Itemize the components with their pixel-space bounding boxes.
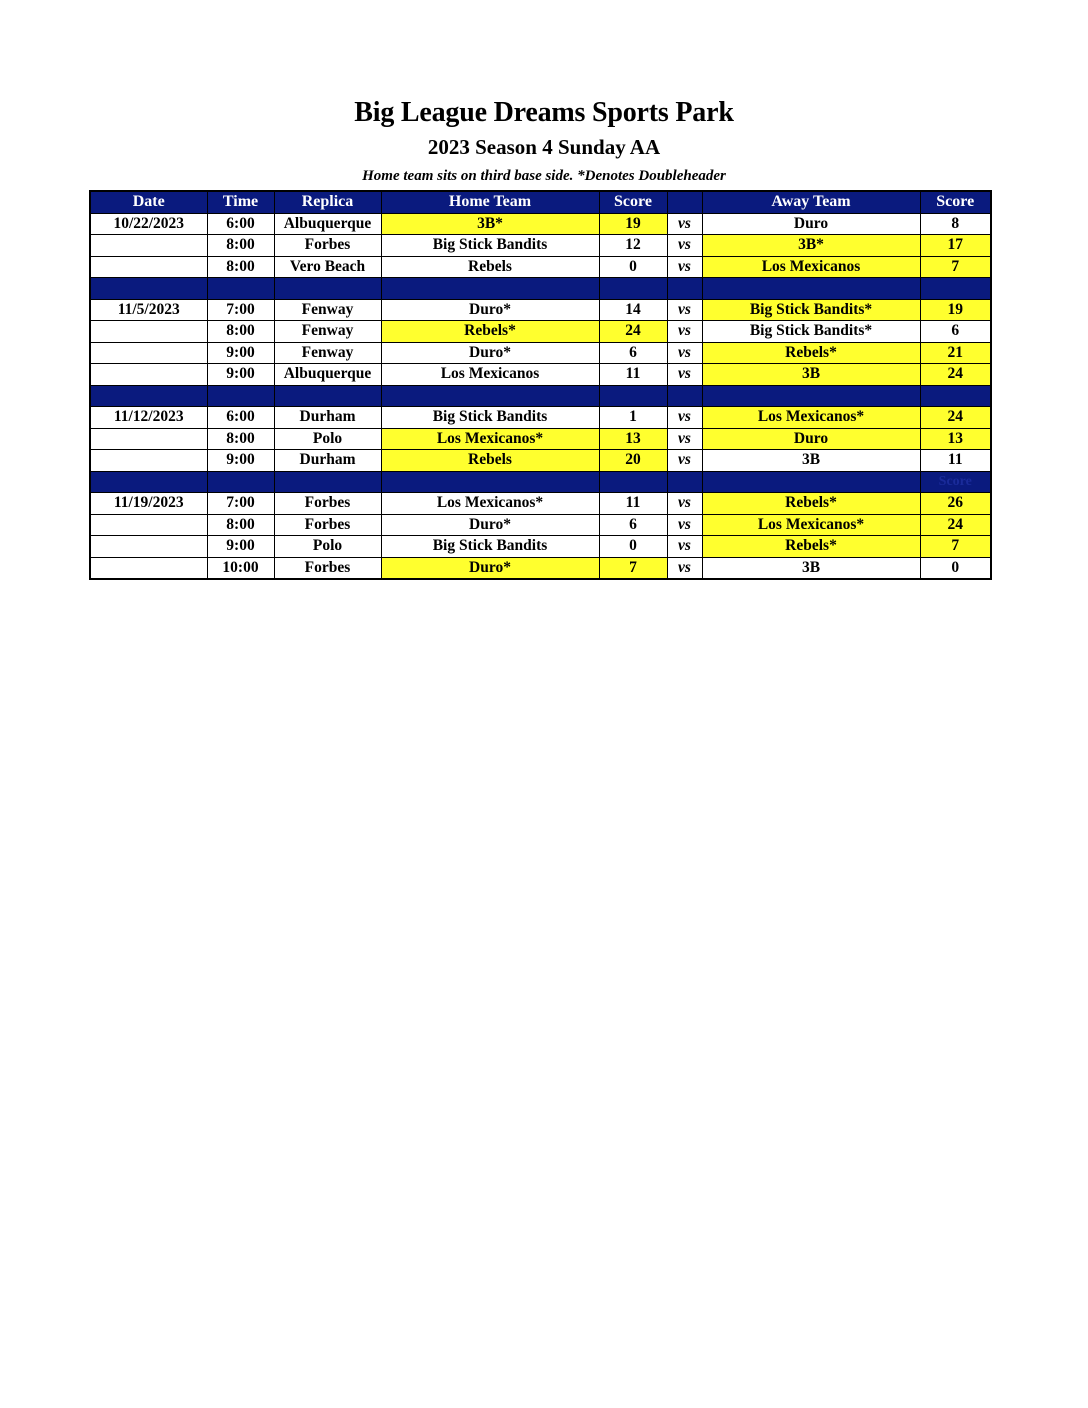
separator-cell — [381, 278, 599, 300]
home-team: Los Mexicanos* — [381, 428, 599, 450]
away-score: 26 — [920, 493, 991, 515]
home-score: 0 — [599, 256, 667, 278]
game-time: 7:00 — [207, 493, 274, 515]
game-field: Albuquerque — [274, 364, 381, 386]
away-score: 21 — [920, 342, 991, 364]
away-score: 24 — [920, 407, 991, 429]
schedule-body — [90, 213, 991, 579]
away-team: Duro — [702, 213, 920, 235]
game-row — [90, 342, 991, 364]
game-time: 8:00 — [207, 514, 274, 536]
away-score: 24 — [920, 364, 991, 386]
game-row — [90, 407, 991, 429]
away-score: 6 — [920, 321, 991, 343]
away-team: Los Mexicanos — [702, 256, 920, 278]
vs-label: vs — [667, 256, 702, 278]
game-date — [90, 364, 207, 386]
home-score: 12 — [599, 235, 667, 257]
vs-label: vs — [667, 428, 702, 450]
away-team: Big Stick Bandits* — [702, 299, 920, 321]
away-team: Big Stick Bandits* — [702, 321, 920, 343]
home-score: 19 — [599, 213, 667, 235]
home-team: Big Stick Bandits — [381, 235, 599, 257]
game-date — [90, 342, 207, 364]
home-score: 13 — [599, 428, 667, 450]
away-score: 24 — [920, 514, 991, 536]
game-field: Forbes — [274, 514, 381, 536]
home-team: Rebels — [381, 450, 599, 472]
game-time: 8:00 — [207, 428, 274, 450]
game-field: Polo — [274, 428, 381, 450]
game-row — [90, 321, 991, 343]
home-team: Los Mexicanos — [381, 364, 599, 386]
separator-row — [90, 385, 991, 407]
game-date — [90, 450, 207, 472]
game-row — [90, 235, 991, 257]
game-field: Forbes — [274, 557, 381, 579]
home-team: Los Mexicanos* — [381, 493, 599, 515]
home-score: 0 — [599, 536, 667, 558]
page-subtitle: 2023 Season 4 Sunday AA — [427, 135, 661, 159]
away-team: Rebels* — [702, 493, 920, 515]
game-date — [90, 256, 207, 278]
game-time: 9:00 — [207, 342, 274, 364]
separator-cell — [274, 385, 381, 407]
game-time: 8:00 — [207, 256, 274, 278]
vs-label: vs — [667, 514, 702, 536]
home-score: 6 — [599, 342, 667, 364]
game-row — [90, 256, 991, 278]
home-team: Big Stick Bandits — [381, 536, 599, 558]
home-score: 11 — [599, 364, 667, 386]
col-header-date: Date — [90, 191, 207, 213]
separator-cell — [599, 385, 667, 407]
game-time: 6:00 — [207, 407, 274, 429]
game-date — [90, 321, 207, 343]
schedule-table — [89, 190, 992, 580]
home-team: Big Stick Bandits — [381, 407, 599, 429]
game-date: 11/19/2023 — [90, 493, 207, 515]
vs-label: vs — [667, 235, 702, 257]
home-team: Duro* — [381, 514, 599, 536]
away-team: Duro — [702, 428, 920, 450]
table-header-row — [90, 191, 991, 213]
game-row — [90, 450, 991, 472]
away-score: 0 — [920, 557, 991, 579]
away-team: 3B — [702, 450, 920, 472]
home-score: 11 — [599, 493, 667, 515]
home-team: Rebels — [381, 256, 599, 278]
game-field: Durham — [274, 450, 381, 472]
game-field: Polo — [274, 536, 381, 558]
separator-cell — [702, 385, 920, 407]
home-team: Duro* — [381, 342, 599, 364]
vs-label: vs — [667, 213, 702, 235]
away-score: 7 — [920, 536, 991, 558]
game-field: Forbes — [274, 235, 381, 257]
game-time: 10:00 — [207, 557, 274, 579]
home-score: 6 — [599, 514, 667, 536]
game-field: Fenway — [274, 321, 381, 343]
home-team: Duro* — [381, 557, 599, 579]
separator-cell — [90, 471, 207, 493]
game-row — [90, 557, 991, 579]
game-time: 6:00 — [207, 213, 274, 235]
game-row — [90, 299, 991, 321]
separator-row — [90, 471, 991, 493]
separator-cell — [274, 278, 381, 300]
vs-label: vs — [667, 321, 702, 343]
game-field: Fenway — [274, 342, 381, 364]
game-date — [90, 235, 207, 257]
home-score: 7 — [599, 557, 667, 579]
game-field: Fenway — [274, 299, 381, 321]
separator-cell — [599, 471, 667, 493]
away-score: 11 — [920, 450, 991, 472]
vs-label: vs — [667, 342, 702, 364]
separator-cell — [667, 385, 702, 407]
game-field: Forbes — [274, 493, 381, 515]
vs-label: vs — [667, 450, 702, 472]
schedule-note: Home team sits on third base side. *Denotes Doubleheader — [362, 168, 726, 184]
separator-cell — [599, 278, 667, 300]
separator-cell — [207, 385, 274, 407]
away-team: 3B — [702, 557, 920, 579]
game-row — [90, 536, 991, 558]
game-row — [90, 213, 991, 235]
col-header-time: Time — [207, 191, 274, 213]
separator-cell — [702, 471, 920, 493]
game-row — [90, 428, 991, 450]
col-header-home-score: Score — [599, 191, 667, 213]
game-time: 9:00 — [207, 364, 274, 386]
game-date — [90, 514, 207, 536]
game-time: 7:00 — [207, 299, 274, 321]
col-header-vs — [667, 191, 702, 213]
game-time: 8:00 — [207, 235, 274, 257]
game-date — [90, 557, 207, 579]
separator-cell — [702, 278, 920, 300]
away-score: 7 — [920, 256, 991, 278]
game-date: 11/5/2023 — [90, 299, 207, 321]
game-row — [90, 364, 991, 386]
vs-label: vs — [667, 407, 702, 429]
game-time: 9:00 — [207, 450, 274, 472]
game-field: Durham — [274, 407, 381, 429]
separator-cell — [207, 471, 274, 493]
away-team: Los Mexicanos* — [702, 407, 920, 429]
game-time: 8:00 — [207, 321, 274, 343]
separator-cell — [381, 471, 599, 493]
away-team: Los Mexicanos* — [702, 514, 920, 536]
separator-cell — [920, 278, 991, 300]
page-title: Big League Dreams Sports Park — [354, 97, 734, 128]
away-score: 13 — [920, 428, 991, 450]
away-team: 3B — [702, 364, 920, 386]
home-team: 3B* — [381, 213, 599, 235]
home-score: 20 — [599, 450, 667, 472]
game-field: Vero Beach — [274, 256, 381, 278]
separator-cell — [90, 278, 207, 300]
separator-cell — [274, 471, 381, 493]
separator-cell — [667, 471, 702, 493]
col-header-away-team: Away Team — [702, 191, 920, 213]
away-team: Rebels* — [702, 536, 920, 558]
home-score: 14 — [599, 299, 667, 321]
game-field: Albuquerque — [274, 213, 381, 235]
away-team: 3B* — [702, 235, 920, 257]
game-row — [90, 514, 991, 536]
game-date — [90, 536, 207, 558]
vs-label: vs — [667, 557, 702, 579]
separator-cell — [90, 385, 207, 407]
vs-label: vs — [667, 299, 702, 321]
col-header-away-score: Score — [920, 191, 991, 213]
away-team: Rebels* — [702, 342, 920, 364]
game-time: 9:00 — [207, 536, 274, 558]
vs-label: vs — [667, 493, 702, 515]
away-score: 17 — [920, 235, 991, 257]
home-score: 1 — [599, 407, 667, 429]
home-team: Duro* — [381, 299, 599, 321]
col-header-home-team: Home Team — [381, 191, 599, 213]
separator-cell — [381, 385, 599, 407]
game-row — [90, 493, 991, 515]
away-score: 8 — [920, 213, 991, 235]
vs-label: vs — [667, 364, 702, 386]
col-header-replica: Replica — [274, 191, 381, 213]
separator-cell — [920, 385, 991, 407]
home-score: 24 — [599, 321, 667, 343]
game-date — [90, 428, 207, 450]
game-date: 11/12/2023 — [90, 407, 207, 429]
home-team: Rebels* — [381, 321, 599, 343]
game-date: 10/22/2023 — [90, 213, 207, 235]
separator-row — [90, 278, 991, 300]
separator-cell: Score — [920, 471, 991, 493]
separator-cell — [667, 278, 702, 300]
separator-cell — [207, 278, 274, 300]
away-score: 19 — [920, 299, 991, 321]
vs-label: vs — [667, 536, 702, 558]
